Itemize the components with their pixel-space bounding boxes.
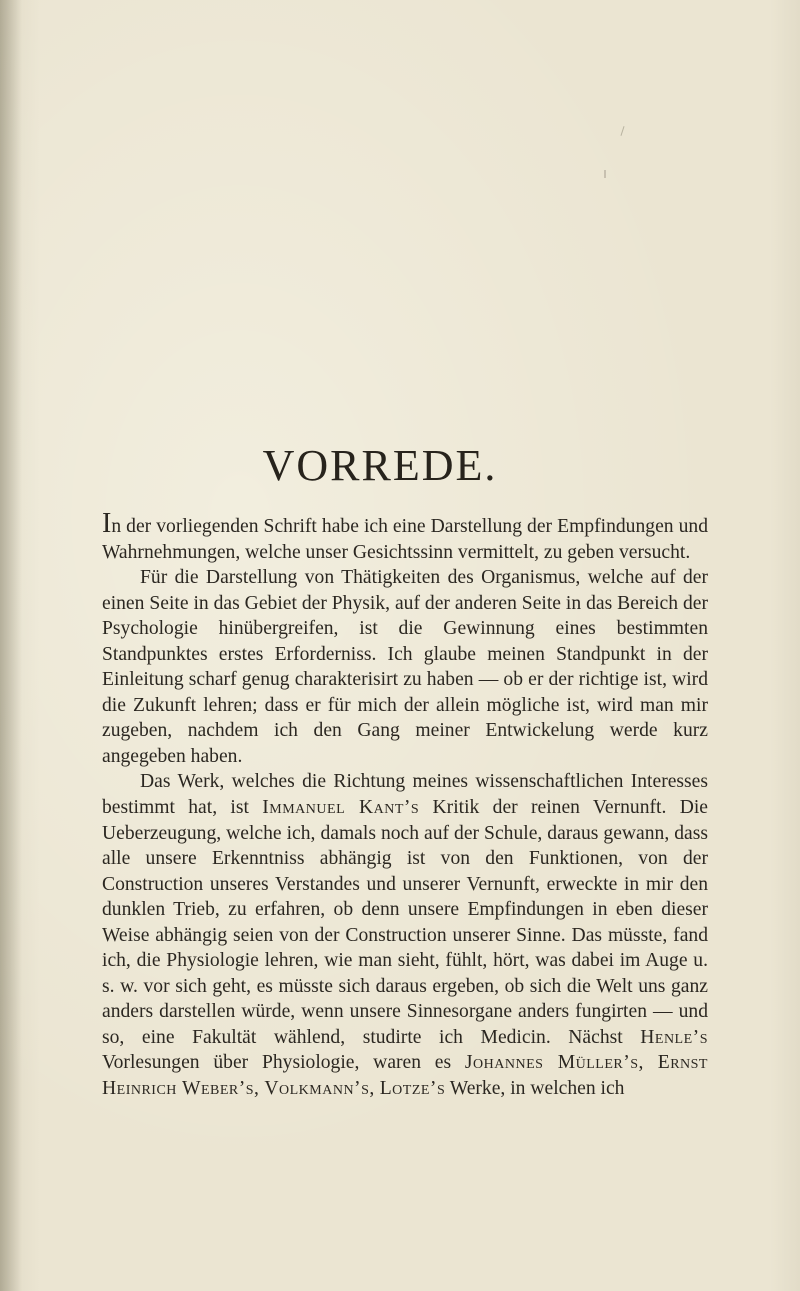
page-speck — [604, 170, 606, 178]
page-speck — [620, 126, 624, 136]
paragraph-1-text: n der vorliegenden Schrift habe ich eine Darstellung der Empfindungen und Wahrnehmungen, welche unser Gesichtssinn vermittelt, zu geben versucht. — [102, 516, 708, 563]
paragraph-3-text: Das Werk, welches die Richtung meines wissenschaftlichen Interesses bestimmt hat, ist — [102, 771, 708, 819]
preface-body — [102, 508, 708, 1102]
initial-letter: I — [102, 508, 112, 539]
paragraph-3-text: Vorlesungen über Physiologie, waren es — [102, 1052, 452, 1074]
paragraph-2: Für die Darstellung von Thätigkeiten des Organismus, welche auf der einen Seite in das Gebiet der Physik, auf der anderen Seite in das Bereich der Psychologie hinübergreifen, ist die Gewinnung eines bestimmten Standpunktes erstes Erforderniss. Ich glaube meinen Standpunkt in der Einleitung scharf genug charakterisirt zu haben — ob er der richtige ist, wird die Zukunft lehren; dass er für mich der allein mögliche ist, wird man mir zugeben, nachdem ich den Gang meiner Entwickelung werde kurz angegeben haben. — [102, 567, 708, 767]
paragraph-3-text: Kritik der reinen Vernunft. Die Ueberzeugung, welche ich, damals noch auf der Schule, daraus gewann, dass alle unsere Erkenntniss abhängig ist von den Funktionen, von der Construction unseres Verstandes und unserer Vernunft, erweckte in mir den dunklen Trieb, zu erfahren, ob denn unsere Empfindungen in eben dieser Weise abhängig seien von der Construction unserer Sinne. Das müsste, fand ich, die Physiologie lehren, wie man sieht, fühlt, hört, was dabei im Auge u. s. w. vor sich geht, es müsste sich daraus ergeben, ob sich die Welt uns ganz anders darstellen würde, wenn unsere Sinnesorgane anders fungirten — und so, eine Fakultät wählend, studirte ich Medicin. Nächst — [102, 797, 708, 1048]
author-name: Lotze’s — [379, 1078, 446, 1100]
author-name: Henle’s — [640, 1026, 708, 1048]
preface-heading: VORREDE. — [262, 441, 498, 490]
author-name: Johannes Müller’s, — [464, 1052, 644, 1074]
author-name: Immanuel Kant’s — [262, 797, 420, 819]
paragraph-3 — [102, 769, 708, 1101]
paragraph-1 — [102, 508, 708, 565]
author-name: Volkmann’s, — [264, 1078, 375, 1100]
paragraph-3-text: Werke, in welchen ich — [449, 1078, 625, 1100]
author-name: Ernst Heinrich Weber’s, — [102, 1052, 708, 1100]
binding-shadow — [0, 0, 22, 1291]
